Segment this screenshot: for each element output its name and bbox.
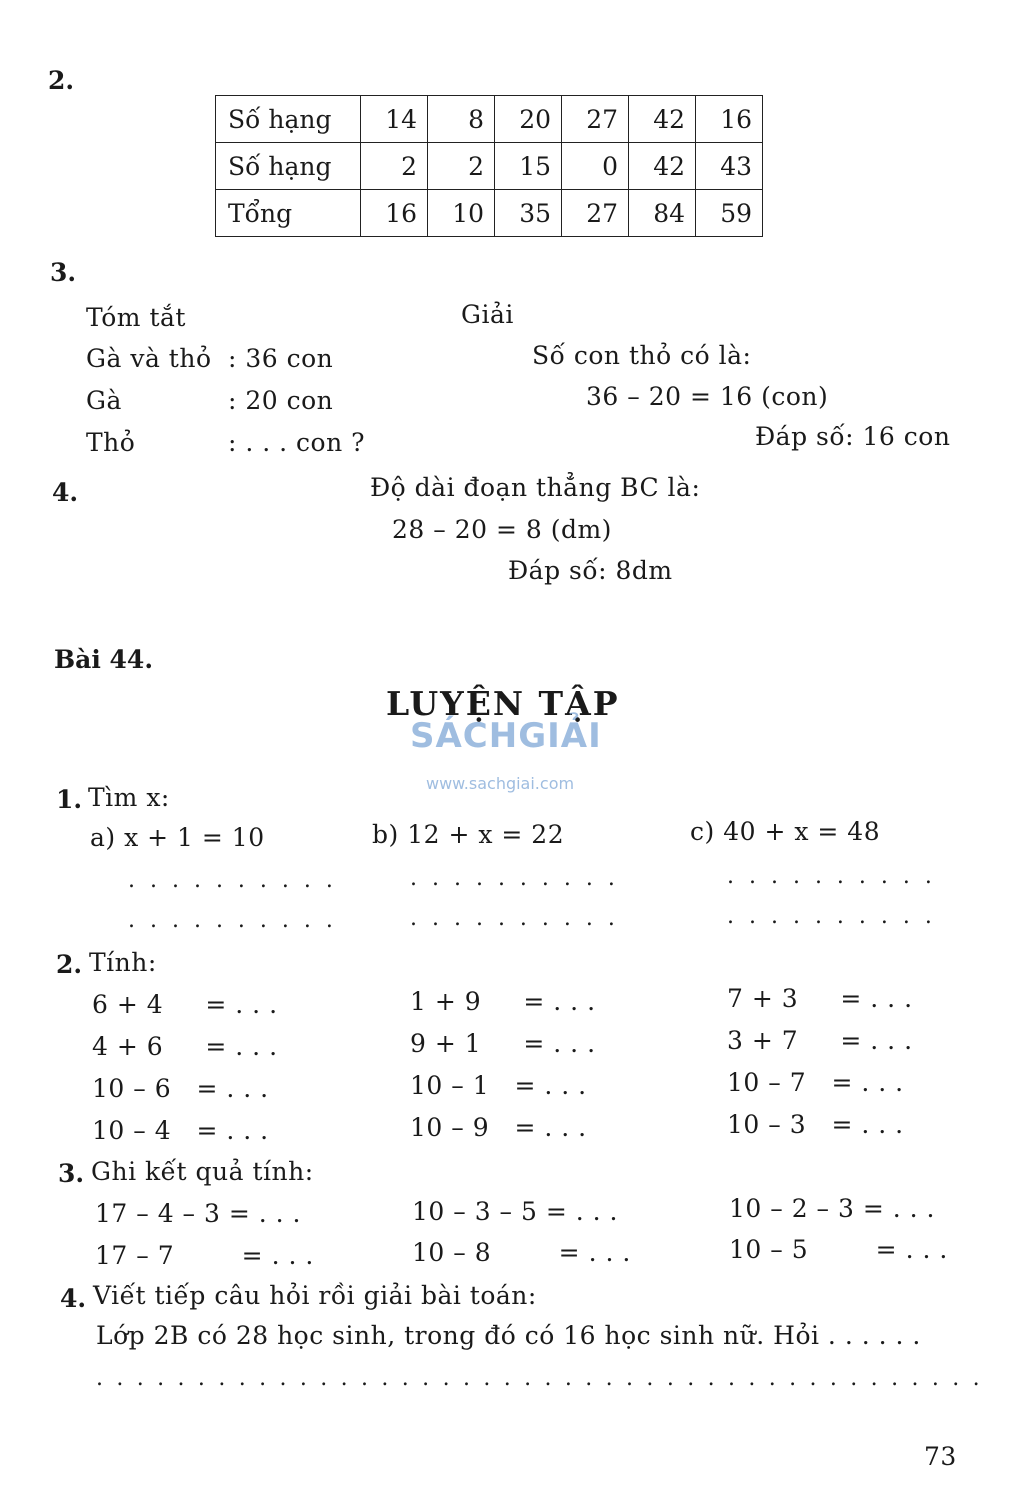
q1-text: Tìm x: xyxy=(88,783,170,812)
q2-c1-r1: 6 + 4 = . . . xyxy=(92,990,278,1019)
page-number: 73 xyxy=(924,1442,957,1471)
exercise-3-label: 3. xyxy=(50,258,77,287)
summary-row-3-left: Thỏ xyxy=(86,428,136,457)
table-cell: 27 xyxy=(562,190,629,237)
q2-c3-r4: 10 – 3 = . . . xyxy=(727,1110,904,1139)
watermark-brand: SÁCHGIẢI xyxy=(410,716,602,756)
watermark xyxy=(408,712,618,802)
lesson-label: Bài 44. xyxy=(54,645,154,674)
q1-b: b) 12 + x = 22 xyxy=(372,820,565,849)
q1-c: c) 40 + x = 48 xyxy=(690,817,881,846)
q4-label: 4. xyxy=(60,1284,87,1313)
summary-row-2-right: : 20 con xyxy=(228,386,334,415)
table-cell: 42 xyxy=(629,143,696,190)
summary-row-1-right: : 36 con xyxy=(228,344,334,373)
table-row-header: Số hạng xyxy=(216,96,361,143)
lesson-title: LUYỆN TẬP xyxy=(386,684,620,723)
summary-title: Tóm tắt xyxy=(86,303,186,332)
table-cell: 43 xyxy=(696,143,763,190)
q1-c-dots-1: . . . . . . . . . . xyxy=(727,864,936,889)
q1-c-dots-2: . . . . . . . . . . xyxy=(727,904,936,929)
ex4-line-2: 28 – 20 = 8 (dm) xyxy=(392,515,612,544)
q3-c3-r2: 10 – 5 = . . . xyxy=(729,1235,948,1264)
table-row-header: Số hạng xyxy=(216,143,361,190)
table-cell: 10 xyxy=(428,190,495,237)
table-cell: 42 xyxy=(629,96,696,143)
table-row xyxy=(216,190,763,237)
q3-label: 3. xyxy=(58,1159,85,1188)
solution-answer: Đáp số: 16 con xyxy=(755,422,951,451)
q1-b-dots-2: . . . . . . . . . . xyxy=(410,906,619,931)
table-cell: 2 xyxy=(428,143,495,190)
q2-c1-r3: 10 – 6 = . . . xyxy=(92,1074,269,1103)
q1-b-dots-1: . . . . . . . . . . xyxy=(410,866,619,891)
table-cell: 16 xyxy=(696,96,763,143)
table-cell: 8 xyxy=(428,96,495,143)
q2-c3-r1: 7 + 3 = . . . xyxy=(727,984,913,1013)
table-cell: 16 xyxy=(361,190,428,237)
table-cell: 15 xyxy=(495,143,562,190)
ex4-answer: Đáp số: 8dm xyxy=(508,556,673,585)
q3-text: Ghi kết quả tính: xyxy=(91,1157,314,1186)
q4-problem-line: Lớp 2B có 28 học sinh, trong đó có 16 học sinh nữ. Hỏi . . . . . . xyxy=(96,1321,921,1350)
q3-c3-r1: 10 – 2 – 3 = . . . xyxy=(729,1194,935,1223)
exercise-4-label: 4. xyxy=(52,478,79,507)
exercise-2-label: 2. xyxy=(48,66,75,95)
table-row xyxy=(216,143,763,190)
q1-a: a) x + 1 = 10 xyxy=(90,823,265,852)
table-cell: 14 xyxy=(361,96,428,143)
q2-c2-r4: 10 – 9 = . . . xyxy=(410,1113,587,1142)
table-cell: 84 xyxy=(629,190,696,237)
table-row xyxy=(216,96,763,143)
q3-c2-r1: 10 – 3 – 5 = . . . xyxy=(412,1197,618,1226)
watermark-url: www.sachgiai.com xyxy=(426,774,575,793)
table-cell: 35 xyxy=(495,190,562,237)
q2-c2-r2: 9 + 1 = . . . xyxy=(410,1029,596,1058)
q2-c1-r4: 10 – 4 = . . . xyxy=(92,1116,269,1145)
q3-c2-r2: 10 – 8 = . . . xyxy=(412,1238,631,1267)
q2-c1-r2: 4 + 6 = . . . xyxy=(92,1032,278,1061)
q1-label: 1. xyxy=(56,785,83,814)
q2-label: 2. xyxy=(56,950,83,979)
q2-text: Tính: xyxy=(89,948,157,977)
summary-row-2-left: Gà xyxy=(86,386,122,415)
q2-c2-r3: 10 – 1 = . . . xyxy=(410,1071,587,1100)
solution-line-2: 36 – 20 = 16 (con) xyxy=(586,382,829,411)
table-row-header: Tổng xyxy=(216,190,361,237)
table-cell: 20 xyxy=(495,96,562,143)
q4-text: Viết tiếp câu hỏi rồi giải bài toán: xyxy=(93,1281,537,1310)
summary-row-1-left: Gà và thỏ xyxy=(86,344,212,373)
q1-a-dots-1: . . . . . . . . . . xyxy=(128,868,337,893)
ex4-line-1: Độ dài đoạn thẳng BC là: xyxy=(370,473,701,502)
q4-answer-dots: . . . . . . . . . . . . . . . . . . . . . . . . . . . . . . . . . . . . . . . . . . . . xyxy=(96,1366,983,1391)
q2-c3-r2: 3 + 7 = . . . xyxy=(727,1026,913,1055)
table-cell: 27 xyxy=(562,96,629,143)
table-cell: 2 xyxy=(361,143,428,190)
q2-c2-r1: 1 + 9 = . . . xyxy=(410,987,596,1016)
q1-a-dots-2: . . . . . . . . . . xyxy=(128,908,337,933)
solution-title: Giải xyxy=(461,300,514,329)
sum-table xyxy=(215,95,763,237)
q3-c1-r1: 17 – 4 – 3 = . . . xyxy=(95,1199,301,1228)
summary-row-3-right: : . . . con ? xyxy=(228,428,366,457)
q3-c1-r2: 17 – 7 = . . . xyxy=(95,1241,314,1270)
table-cell: 59 xyxy=(696,190,763,237)
table-cell: 0 xyxy=(562,143,629,190)
q2-c3-r3: 10 – 7 = . . . xyxy=(727,1068,904,1097)
solution-line-1: Số con thỏ có là: xyxy=(532,341,752,370)
